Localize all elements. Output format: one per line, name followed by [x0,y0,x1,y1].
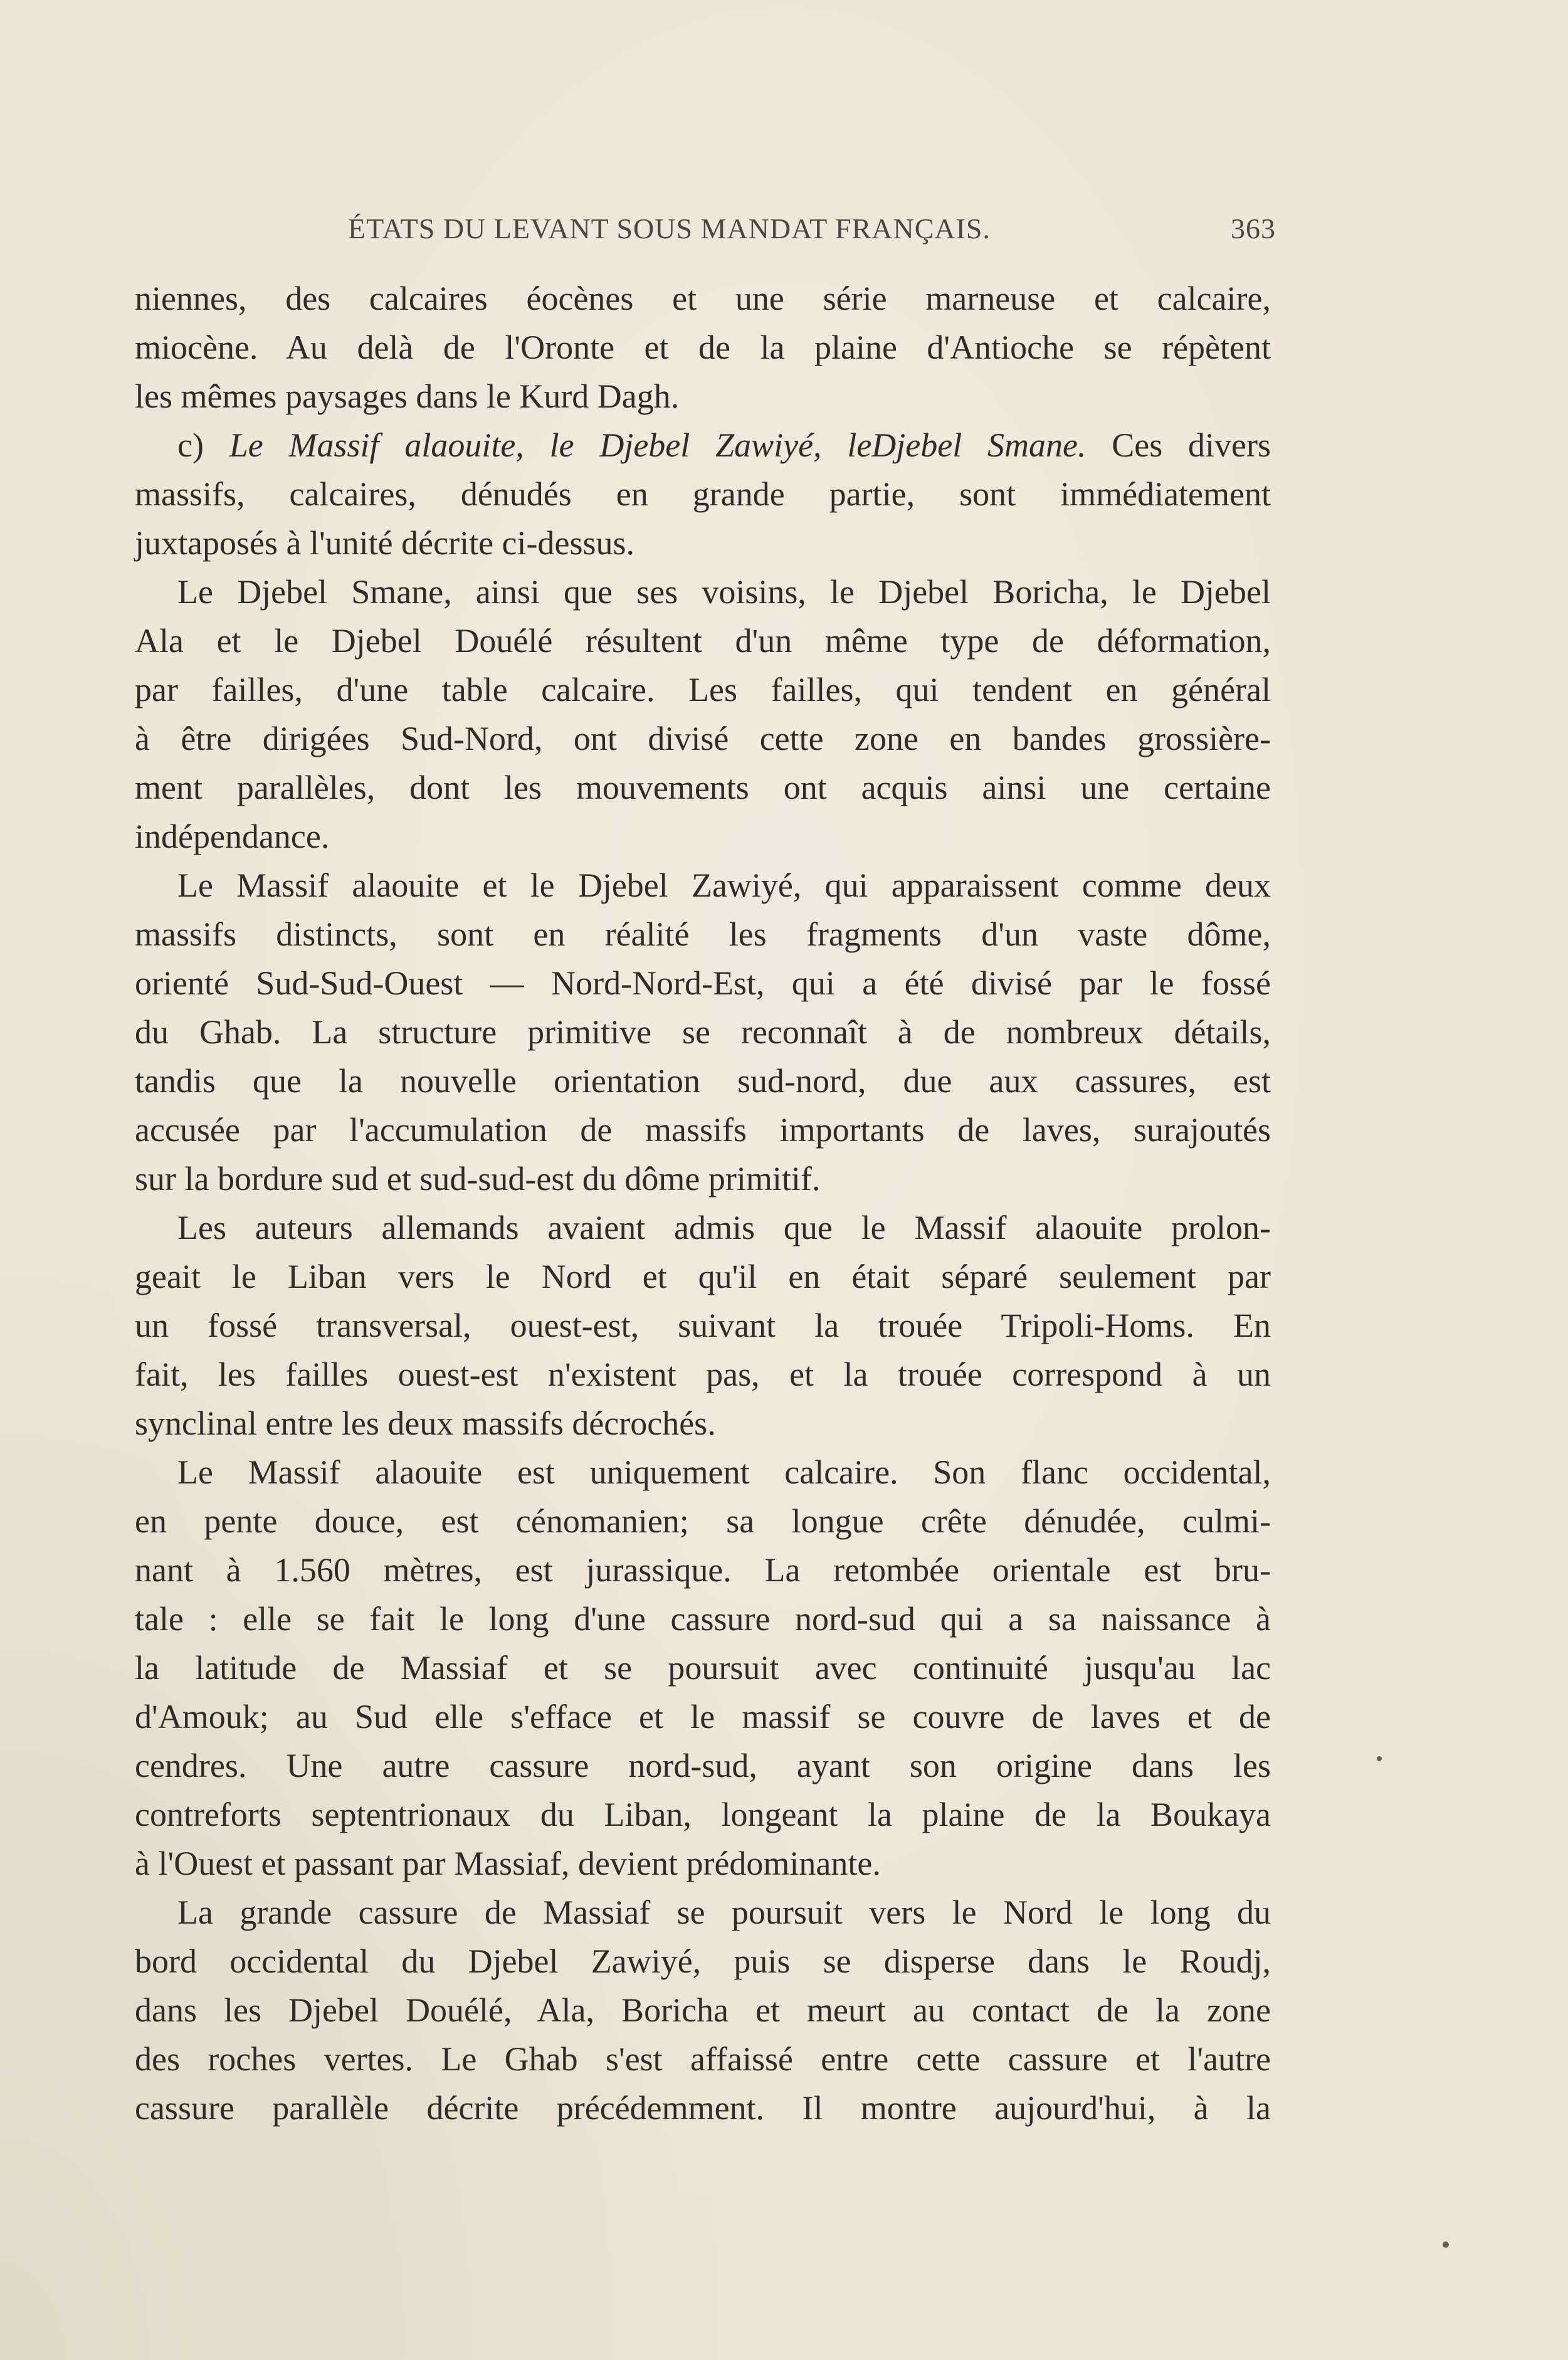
text-line: d'Amouk; au Sud elle s'efface et le massif se couvre de laves et de [135,1698,1271,1736]
text-line: nant à 1.560 mètres, est jurassique. La retombée orientale est bru- [135,1551,1271,1589]
text-line: tale : elle se fait le long d'une cassure nord-sud qui a sa naissance à [135,1600,1271,1638]
text-line: fait, les failles ouest-est n'existent pas, et la trouée correspond à un [135,1356,1271,1393]
text-line: La grande cassure de Massiaf se poursuit vers le Nord le long du [177,1894,1271,1931]
list-marker: c) [177,426,229,464]
running-header [348,212,1276,256]
text-line: miocène. Au delà de l'Oronte et de la plaine d'Antioche se répètent [135,329,1271,366]
text-line: massifs distincts, sont en réalité les fragments d'un vaste dôme, [135,915,1271,953]
text-line: des roches vertes. Le Ghab s'est affaissé entre cette cassure et l'autre [135,2040,1271,2078]
text-line: ment parallèles, dont les mouvements ont acquis ainsi une certaine [135,769,1271,806]
paper-speck [1377,1756,1382,1761]
section-title: Le Massif alaouite, le Djebel Zawiyé, leDjebel Smane. [229,426,1087,464]
text-line: indépendance. [135,818,330,855]
text-line: en pente douce, est cénomanien; sa longue crête dénudée, culmi- [135,1502,1271,1540]
text-line: Ala et le Djebel Douélé résultent d'un même type de déformation, [135,622,1271,660]
text-line: tandis que la nouvelle orientation sud-nord, due aux cassures, est [135,1062,1271,1100]
text-line: bord occidental du Djebel Zawiyé, puis se disperse dans le Roudj, [135,1942,1271,1980]
text-line: dans les Djebel Douélé, Ala, Boricha et meurt au contact de la zone [135,1991,1271,2029]
text-line: juxtaposés à l'unité décrite ci-dessus. [135,524,635,562]
text-line: cendres. Une autre cassure nord-sud, ayant son origine dans les [135,1747,1271,1784]
text-line: Les auteurs allemands avaient admis que le Massif alaouite prolon- [177,1209,1271,1246]
text-line: Le Djebel Smane, ainsi que ses voisins, le Djebel Boricha, le Djebel [177,573,1271,611]
text-line [135,420,1271,470]
text-line: sur la bordure sud et sud-sud-est du dôme primitif. [135,1160,821,1198]
text-line: synclinal entre les deux massifs décrochés. [135,1404,716,1442]
text-line: massifs, calcaires, dénudés en grande partie, sont immédiatement [135,475,1271,513]
text-line: à être dirigées Sud-Nord, ont divisé cette zone en bandes grossière- [135,720,1271,757]
text-line: la latitude de Massiaf et se poursuit avec continuité jusqu'au lac [135,1649,1271,1687]
text-line: Le Massif alaouite est uniquement calcaire. Son flanc occidental, [177,1453,1271,1491]
page-number: 363 [1231,213,1276,245]
text-line: à l'Ouest et passant par Massiaf, devient prédominante. [135,1845,881,1882]
text-line: orienté Sud-Sud-Ouest — Nord-Nord-Est, qui a été divisé par le fossé [135,964,1271,1002]
text-line: par failles, d'une table calcaire. Les failles, qui tendent en général [135,671,1271,709]
running-title: ÉTATS DU LEVANT SOUS MANDAT FRANÇAIS. [348,213,991,245]
text-line: accusée par l'accumulation de massifs importants de laves, surajoutés [135,1111,1271,1149]
text-line: du Ghab. La structure primitive se reconnaît à de nombreux détails, [135,1013,1271,1051]
text-fragment: Ces divers [1086,426,1271,464]
text-line: contreforts septentrionaux du Liban, longeant la plaine de la Boukaya [135,1796,1271,1833]
text-line: geait le Liban vers le Nord et qu'il en était séparé seulement par [135,1258,1271,1295]
paper-speck [1443,2241,1449,2248]
text-line: un fossé transversal, ouest-est, suivant la trouée Tripoli-Homs. En [135,1307,1271,1344]
text-line: Le Massif alaouite et le Djebel Zawiyé, qui apparaissent comme deux [177,867,1271,904]
text-line: cassure parallèle décrite précédemment. Il montre aujourd'hui, à la [135,2089,1271,2127]
text-line: niennes, des calcaires éocènes et une série marneuse et calcaire, [135,280,1271,317]
text-line: les mêmes paysages dans le Kurd Dagh. [135,377,680,415]
